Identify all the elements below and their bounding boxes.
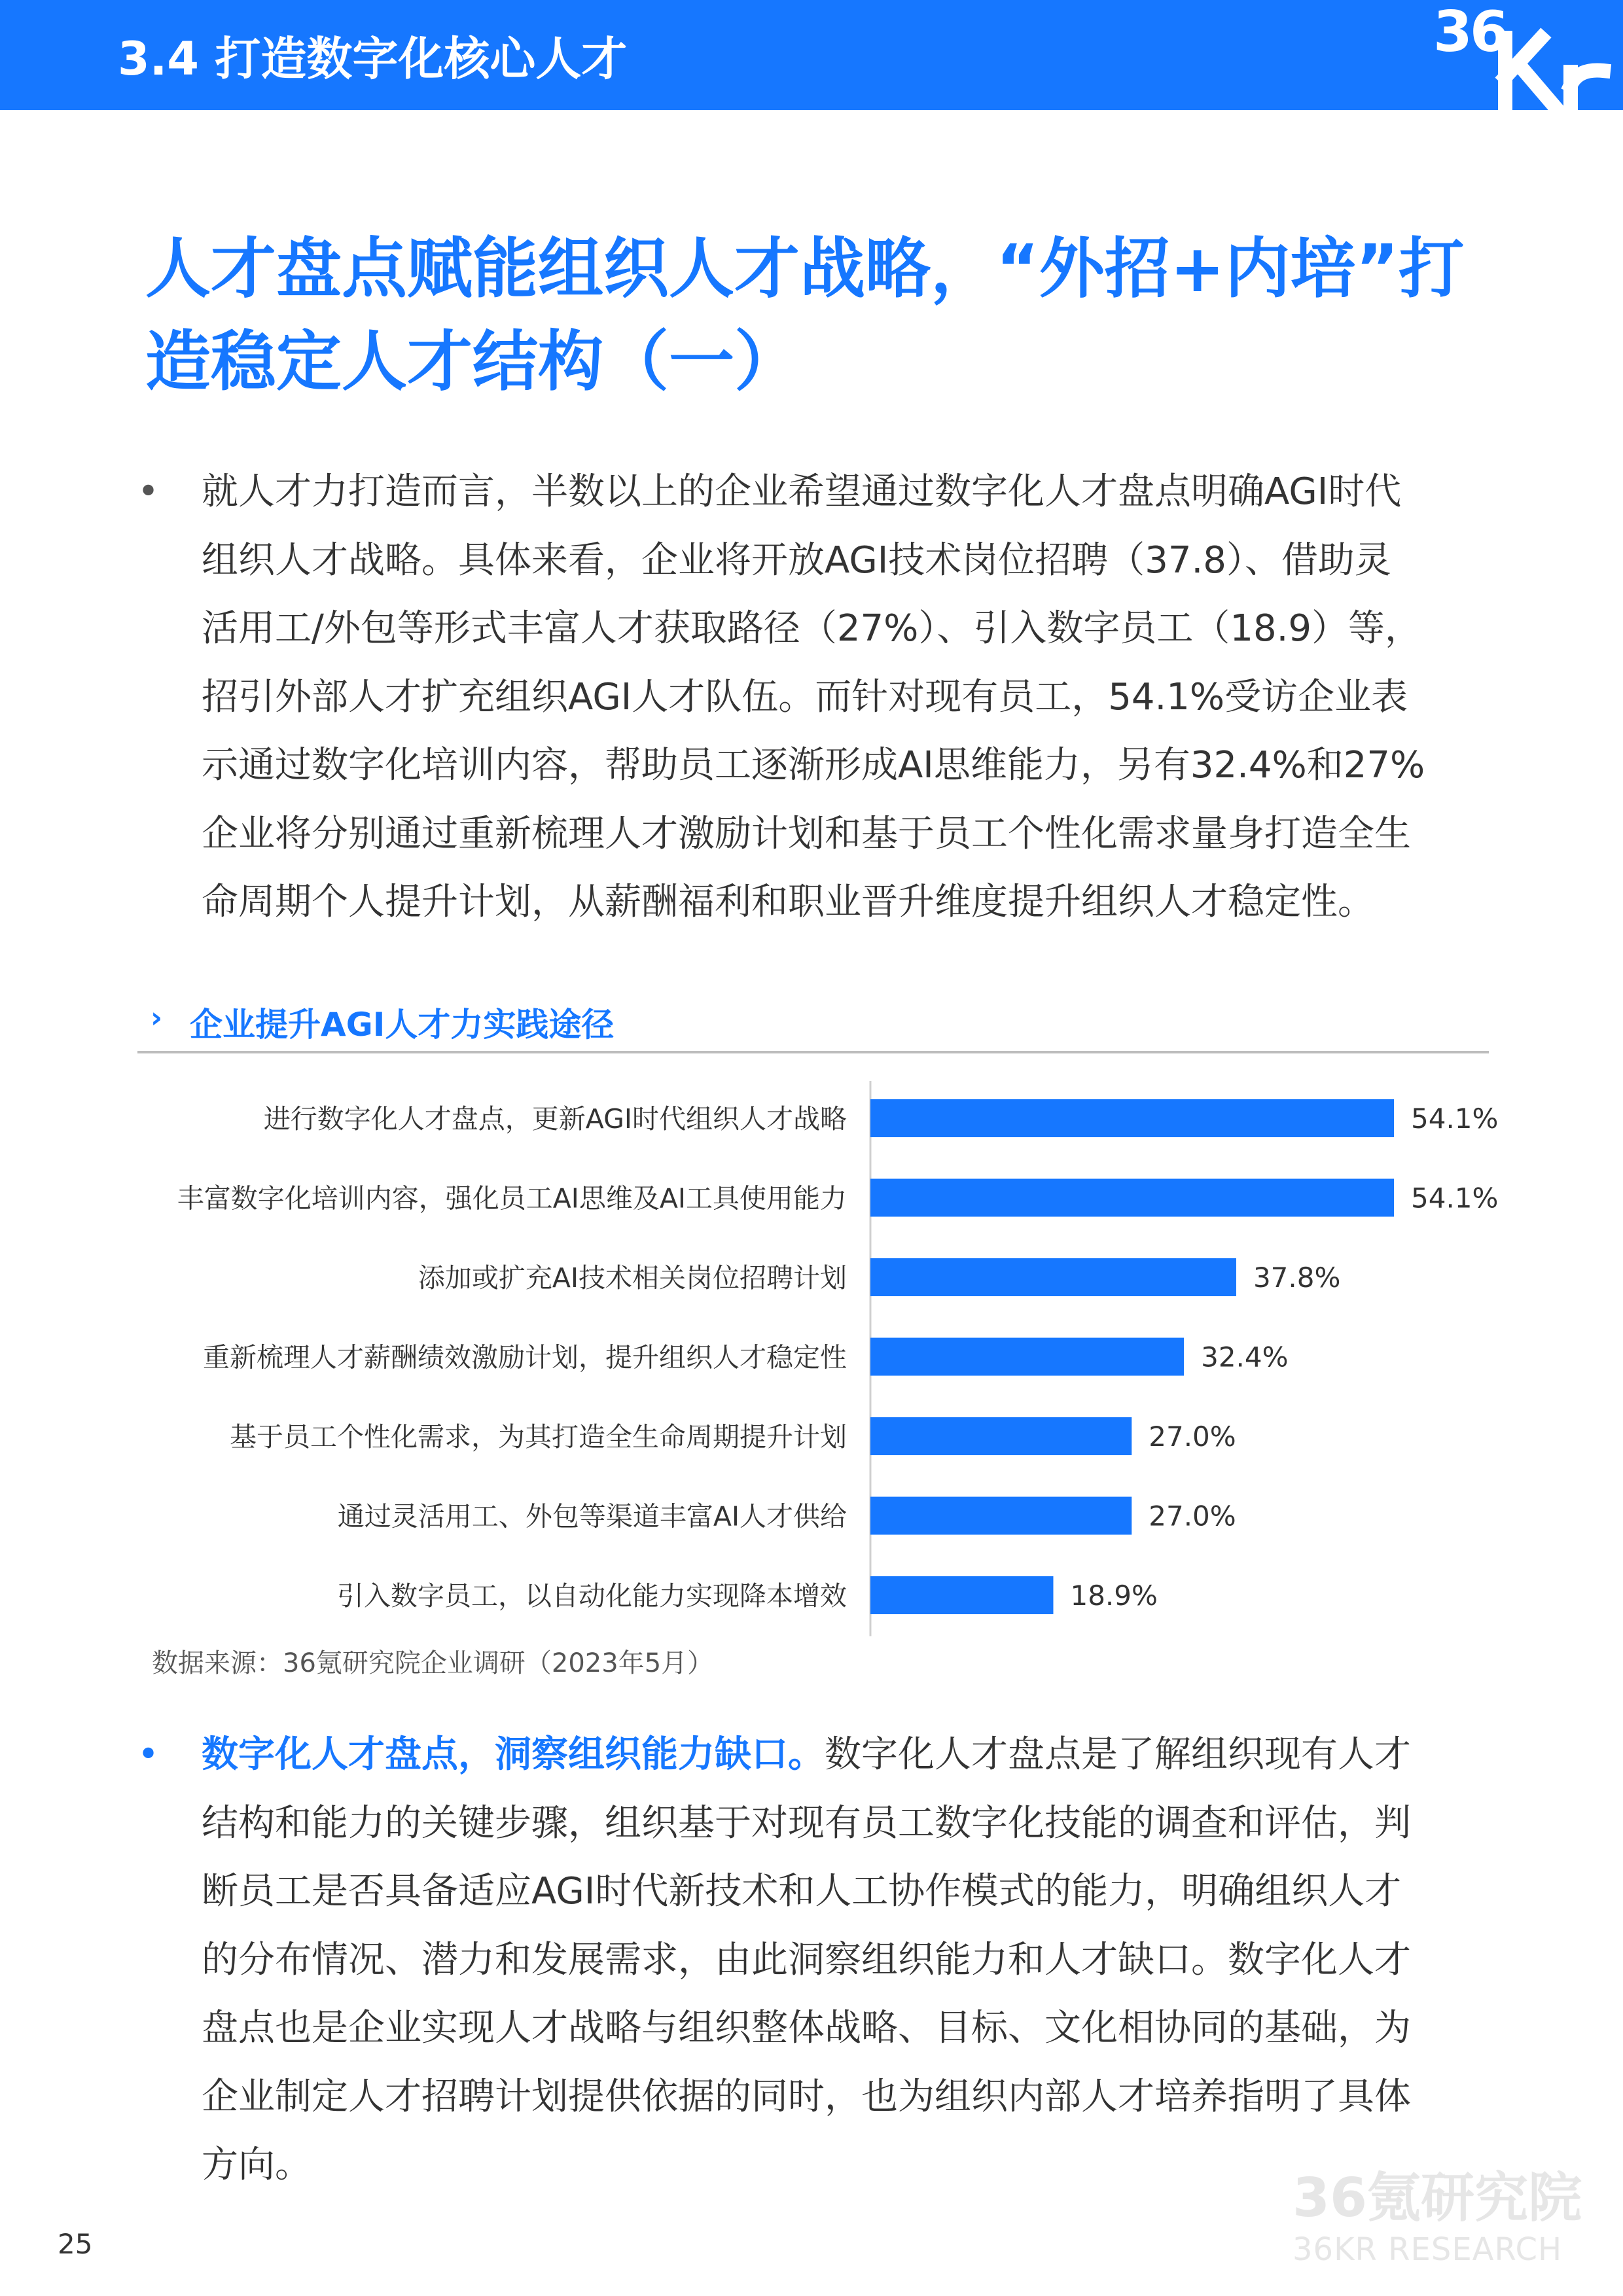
page-number: 25 [58, 2228, 93, 2260]
intro-line: 活用工/外包等形式丰富人才获取路径（27%）、引入数字员工（18.9）等， [202, 607, 1422, 650]
bar [870, 1417, 1132, 1455]
body-line: 盘点也是企业实现人才战略与组织整体战略、目标、文化相协同的基础，为 [202, 2007, 1411, 2049]
value-label: 32.4% [1201, 1341, 1289, 1373]
value-label: 37.8% [1253, 1262, 1341, 1294]
bar-chart [0, 1073, 1623, 1649]
category-label: 引入数字员工，以自动化能力实现降本增效 [337, 1580, 847, 1612]
watermark-cn: 36氪研究院 [1293, 2167, 1582, 2229]
body-line: 结构和能力的关键步骤，组织基于对现有员工数字化技能的调查和评估，判 [202, 1801, 1411, 1845]
category-label: 基于员工个性化需求，为其打造全生命周期提升计划 [230, 1421, 847, 1453]
bar [870, 1497, 1132, 1535]
intro-line: 企业将分别通过重新梳理人才激励计划和基于员工个性化需求量身打造全生 [202, 812, 1411, 855]
body-line: 企业制定人才招聘计划提供依据的同时，也为组织内部人才培养指明了具体 [202, 2075, 1411, 2118]
bar [870, 1338, 1184, 1376]
bar [870, 1576, 1053, 1614]
highlight-text: 数字化人才盘点，洞察组织能力缺口。 [202, 1733, 825, 1776]
value-label: 27.0% [1149, 1421, 1236, 1453]
intro-line: 组织人才战略。具体来看，企业将开放AGI技术岗位招聘（37.8）、借助灵 [202, 539, 1391, 582]
value-label: 54.1% [1411, 1103, 1499, 1135]
watermark [1293, 2166, 1580, 2268]
value-label: 27.0% [1149, 1500, 1236, 1532]
bullet-marker: • [137, 1733, 160, 1776]
headline-line-2: 造稳定人才结构（一） [145, 323, 800, 400]
category-label: 重新梳理人才薪酬绩效激励计划，提升组织人才稳定性 [203, 1341, 847, 1373]
intro-line: 示通过数字化培训内容，帮助员工逐渐形成AI思维能力，另有32.4%和27% [202, 744, 1425, 786]
value-label: 18.9% [1070, 1580, 1158, 1612]
category-label: 进行数字化人才盘点，更新AGI时代组织人才战略 [263, 1103, 847, 1135]
category-label: 添加或扩充AI技术相关岗位招聘计划 [418, 1262, 847, 1294]
svg-text:36: 36 [1433, 0, 1507, 65]
body-paragraph [202, 1721, 1478, 2200]
body-line: 的分布情况、潜力和发展需求，由此洞察组织能力和人才缺口。数字化人才 [202, 1938, 1411, 1981]
category-label: 通过灵活用工、外包等渠道丰富AI人才供给 [337, 1500, 847, 1532]
intro-line: 命周期个人提升计划，从薪酬福利和职业晋升维度提升组织人才稳定性。 [202, 881, 1374, 923]
chart-title: 企业提升AGI人才力实践途径 [190, 1006, 615, 1044]
body-line: 方向。 [202, 2144, 312, 2186]
watermark-en: 36KR RESEARCH [1293, 2231, 1563, 2268]
body-line [202, 1721, 1478, 1790]
section-title: 3.4 打造数字化核心人才 [118, 32, 628, 86]
intro-line: 就人才力打造而言，半数以上的企业希望通过数字化人才盘点明确AGI时代 [202, 470, 1402, 513]
chart-heading [137, 995, 1489, 1053]
page-headline [145, 222, 1533, 408]
intro-line: 招引外部人才扩充组织AGI人才队伍。而针对现有员工，54.1%受访企业表 [202, 675, 1408, 718]
chevron-right-icon: › [151, 1001, 163, 1034]
header-bar [0, 0, 1623, 110]
bar [870, 1179, 1394, 1217]
intro-paragraph [202, 458, 1478, 937]
bar [870, 1258, 1236, 1296]
bar [870, 1099, 1394, 1137]
headline-line-1: 人才盘点赋能组织人才战略，“外招+内培”打 [145, 230, 1465, 307]
body-line: 断员工是否具备适应AGI时代新技术和人工协作模式的能力，明确组织人才 [202, 1870, 1402, 1913]
value-label: 54.1% [1411, 1182, 1499, 1214]
36kr-logo [1407, 0, 1623, 110]
data-source-note: 数据来源：36氪研究院企业调研（2023年5月） [152, 1648, 714, 1678]
bullet-marker: • [137, 470, 160, 513]
body-text: 数字化人才盘点是了解组织现有人才 [825, 1733, 1411, 1776]
category-label: 丰富数字化培训内容，强化员工AI思维及AI工具使用能力 [177, 1182, 847, 1214]
